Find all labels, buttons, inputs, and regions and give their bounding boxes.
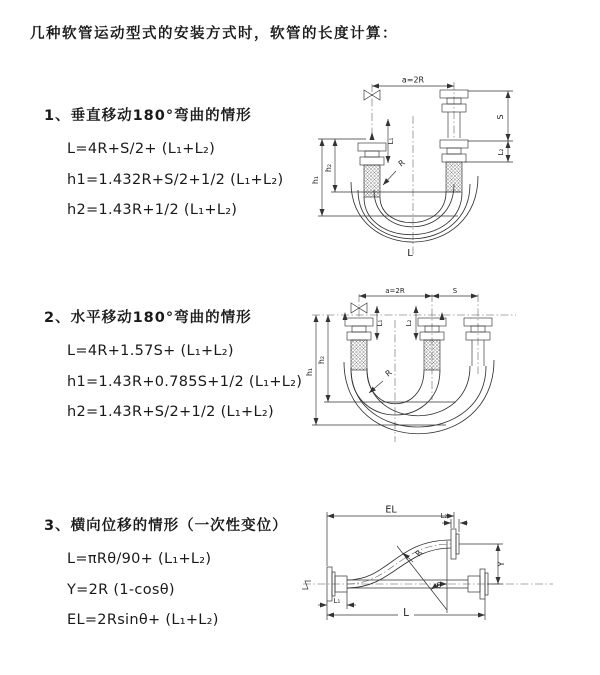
label-el: EL — [385, 504, 397, 516]
label-s: S — [496, 114, 505, 120]
label-r: R — [413, 548, 425, 559]
diagram-lateral-svg — [297, 496, 599, 648]
section-3-heading: 3、横向位移的情形（一次性变位） — [44, 518, 288, 534]
diagram-lateral-displacement — [297, 496, 599, 652]
upper-flange — [451, 529, 459, 559]
label-l1: L₁ — [376, 319, 384, 327]
label-a2r: a=2R — [401, 75, 425, 85]
section-lateral-displacement — [44, 514, 288, 636]
extension-lines-right — [464, 91, 513, 162]
label-theta: θ — [436, 581, 442, 590]
up-arrow — [370, 132, 375, 140]
hose-displaced-curve — [347, 540, 451, 588]
label-h1: h₁ — [311, 175, 320, 185]
extension-lines-l2 — [451, 519, 459, 532]
label-l1: L₁ — [387, 137, 395, 145]
label-l2: L₂ — [440, 512, 448, 520]
r-leader-arrow — [383, 171, 396, 185]
label-l2: L₂ — [405, 319, 413, 327]
label-l1: L₁ — [333, 597, 341, 605]
radius-construction-lines — [397, 541, 447, 613]
label-y: Y — [497, 561, 506, 567]
r-leader-arrow — [403, 553, 413, 562]
middle-hose-fitting — [418, 318, 446, 370]
label-h2: h₂ — [324, 163, 333, 173]
centerlines — [303, 544, 553, 584]
section-vertical-180 — [44, 104, 283, 226]
label-r: R — [383, 368, 394, 379]
formula-L: L=πRθ/90+ (L₁+L₂) — [67, 551, 212, 567]
label-l: L — [403, 607, 409, 619]
diagram-vertical-180-svg — [308, 64, 590, 262]
centerlines — [312, 294, 516, 442]
left-hose-fitting — [358, 143, 386, 197]
extension-lines-el — [327, 512, 454, 566]
diagram-horizontal-180-svg — [304, 282, 596, 458]
section-horizontal-180 — [44, 306, 302, 428]
label-l2: L₂ — [497, 148, 505, 156]
label-h2: h₂ — [317, 355, 326, 365]
diagram-horizontal-180-bend — [304, 282, 596, 462]
section-1-heading: 1、垂直移动180°弯曲的情形 — [44, 108, 252, 124]
label-a2r: a=2R — [385, 287, 405, 295]
left-hose-fitting — [345, 318, 373, 370]
r-leader-arrow — [369, 381, 383, 393]
formula-h1: h1=1.432R+S/2+1/2 (L₁+L₂) — [67, 171, 284, 188]
formula-L: L=4R+S/2+ (L₁+L₂) — [67, 141, 216, 157]
formula-h2: h2=1.43R+S/2+1/2 (L₁+L₂) — [67, 404, 274, 420]
breakline-icon — [302, 581, 311, 589]
page-title: 几种软管运动型式的安装方式时，软管的长度计算： — [30, 26, 398, 42]
up-arrows — [343, 312, 445, 320]
formula-h1: h1=1.43R+0.785S+1/2 (L₁+L₂) — [67, 373, 303, 390]
section-2-heading: 2、水平移动180°弯曲的情形 — [44, 310, 252, 326]
formula-EL: EL=2Rsinθ+ (L₁+L₂) — [67, 612, 219, 628]
label-r: R — [396, 158, 407, 169]
diagram-vertical-180-bend — [308, 64, 590, 266]
hose-bend-arcs — [344, 360, 494, 434]
formula-Y: Y=2R (1-cosθ) — [67, 581, 175, 598]
label-l: L — [407, 248, 413, 259]
label-h1: h₁ — [305, 367, 314, 377]
label-s: S — [452, 287, 458, 295]
formula-h2: h2=1.43R+1/2 (L₁+L₂) — [67, 202, 238, 218]
formula-L: L=4R+1.57S+ (L₁+L₂) — [67, 343, 234, 359]
